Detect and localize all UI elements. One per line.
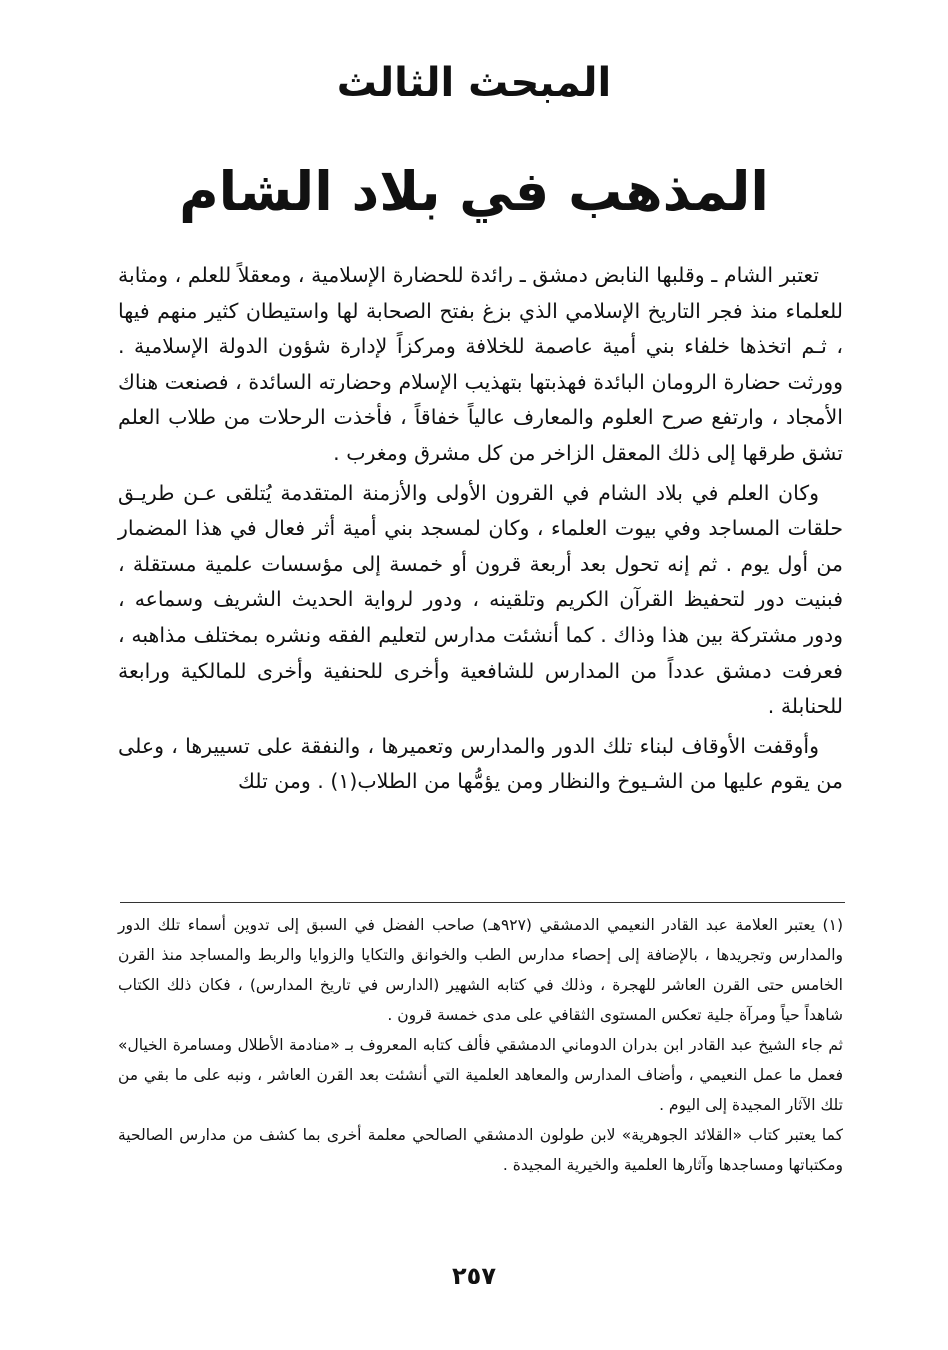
page-title: المذهب في بلاد الشام — [179, 160, 769, 223]
footnote-paragraph: كما يعتبر كتاب «القلائد الجوهرية» لابن طولون الدمشقي الصالحي معلمة أخرى بما كشف من مدارس الصالحية ومكتباتها ومساجدها وآثارها العلمية والخيرية المجيدة . — [118, 1126, 843, 1174]
page-number: ٢٥٧ — [452, 1262, 496, 1290]
footnote-paragraph: (١) يعتبر العلامة عبد القادر النعيمي الدمشقي (٩٢٧هـ) صاحب الفضل في السبق إلى تدوين أسماء تلك الدور والمدارس وتجريدها ، بالإضافة إلى إحصاء مدارس الطب والخوانق والتكايا والزوايا والربط والمساجد منذ القرن الخامس حتى القرن العاشر للهجرة ، وذلك في كتابه الشهير (الدارس في تاريخ المدارس) ، فكان ذلك الكتاب شاهداً حياً ومرآة جلية تعكس المستوى الثقافي على مدى خمسة قرون . — [118, 916, 843, 1024]
footnote-paragraph: ثم جاء الشيخ عبد القادر ابن بدران الدوماني الدمشقي فألف كتابه المعروف بـ «منادمة الأطلال ومسامرة الخيال» فعمل ما عمل النعيمي ، وأضاف المدارس والمعاهد العلمية التي أنشئت بعد القرن العاشر ، ونبه على ما بقي من تلك الآثار المجيدة إلى اليوم . — [118, 1036, 843, 1114]
body-paragraph: تعتبر الشام ـ وقلبها النابض دمشق ـ رائدة للحضارة الإسلامية ، ومعقلاً للعلم ، ومثابة للعلماء منذ فجر التاريخ الإسلامي الذي بزغ بفتح الصحابة لها واستيطان كثير منهم فيها ، ثـم اتخذها خلفاء بني أمية عاصمة للخلافة ومركزاً لإدارة شؤون الدولة الإسلامية . وورثت حضارة الرومان البائدة فهذبتها بتهذيب الإسلام وحضارته السائدة ، فصنعت هناك الأمجاد ، وارتفع صرح العلوم والمعارف عالياً خفاقاً ، فأخذت الرحلات من طلاب العلم تشق طرقها إلى ذلك المعقل الزاخر من كل مشرق ومغرب . — [118, 263, 843, 465]
footnote-divider — [120, 902, 845, 903]
main-body — [118, 258, 843, 804]
body-paragraph: وأوقفت الأوقاف لبناء تلك الدور والمدارس وتعميرها ، والنفقة على تسييرها ، وعلى من يقوم عليها من الشـيوخ والنظار ومن يؤمُّها من الطلاب(١) . ومن تلك — [118, 733, 843, 794]
footnotes — [118, 910, 843, 1180]
body-paragraph: وكان العلم في بلاد الشام في القرون الأولى والأزمنة المتقدمة يُتلقى عـن طريـق حلقات المساجد وفي بيوت العلماء ، وكان لمسجد بني أمية أثر فعال في هذا المضمار من أول يوم . ثم إنه تحول بعد أربعة قرون أو خمسة إلى مؤسسات علمية مستقلة ، فبنيت دور لتحفيظ القرآن الكريم وتلقينه ، ودور لرواية الحديث الشريف وسماعه ، ودور مشتركة بين هذا وذاك . كما أنشئت مدارس لتعليم الفقه ونشره بمختلف مذاهبه ، فعرفت دمشق عدداً من المدارس للشافعية وأخرى للحنفية وأخرى للمالكية ورابعة للحنابلة . — [118, 480, 843, 719]
section-label: المبحث الثالث — [336, 60, 612, 106]
